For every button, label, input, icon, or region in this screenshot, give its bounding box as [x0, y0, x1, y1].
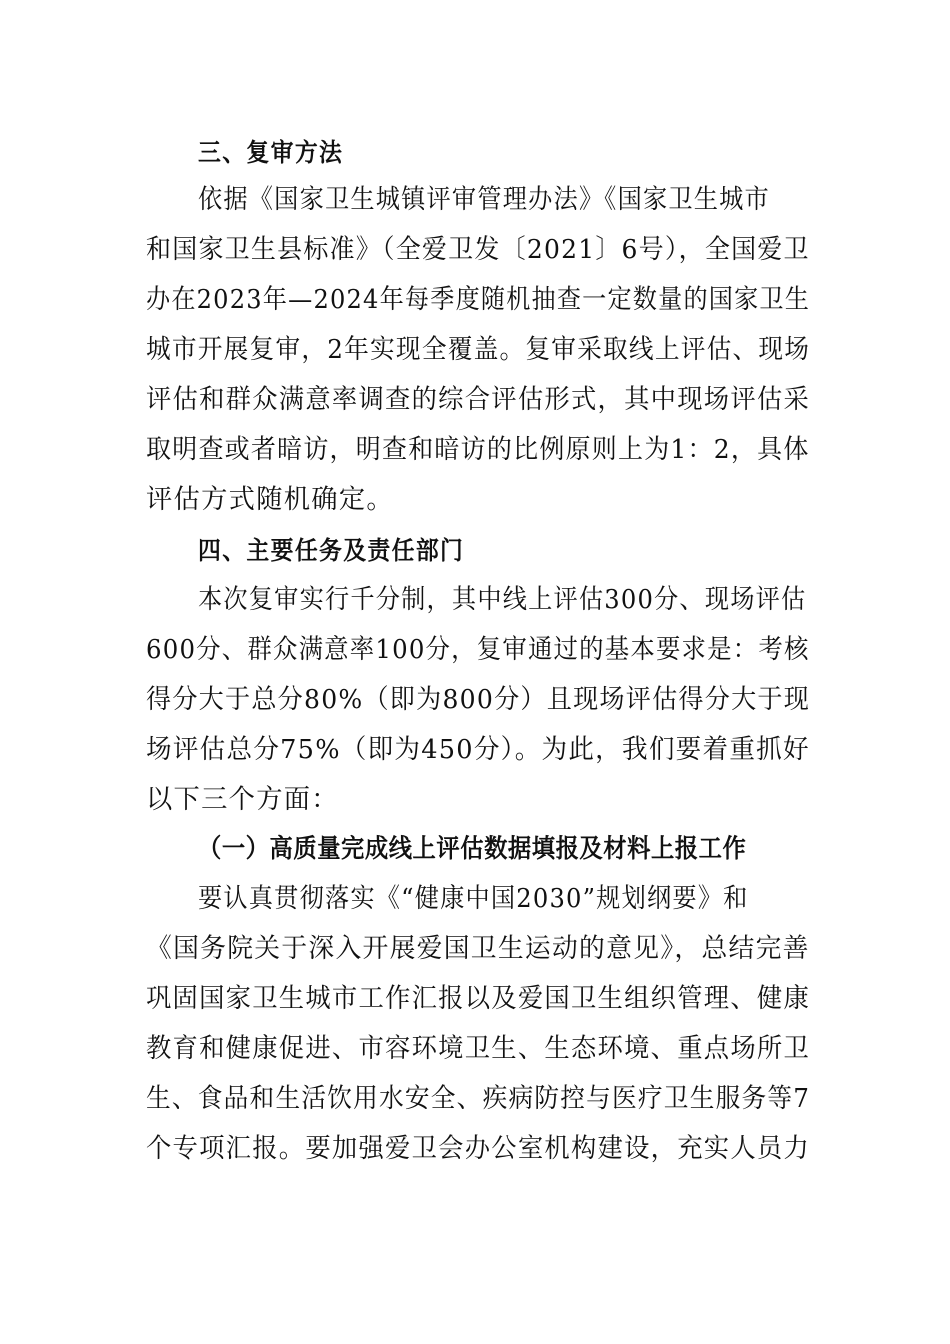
section-3-line-4: 城市开展复审，2年实现全覆盖。复审采取线上评估、现场 — [146, 334, 811, 365]
subsection-1-line-2: 《国务院关于深入开展爱国卫生运动的意见》，总结完善 — [146, 933, 810, 964]
section-3-line-2: 和国家卫生县标准》（全爱卫发〔2021〕6号），全国爱卫 — [146, 234, 810, 265]
section-3-line-6: 取明查或者暗访，明查和暗访的比例原则上为1：2，具体 — [146, 434, 810, 465]
section-4-line-2: 600分、群众满意率100分，复审通过的基本要求是：考核 — [146, 634, 810, 665]
section-4-line-3: 得分大于总分80%（即为800分）且现场评估得分大于现 — [146, 684, 811, 715]
section-3-line-5: 评估和群众满意率调查的综合评估形式，其中现场评估采 — [146, 384, 811, 415]
section-4-line-5: 以下三个方面： — [146, 784, 339, 815]
section-3-line-3: 办在2023年—2024年每季度随机抽查一定数量的国家卫生 — [146, 284, 811, 315]
subsection-1-line-1: 要认真贯彻落实《“健康中国2030”规划纲要》和 — [198, 883, 749, 914]
subsection-1-line-5: 生、食品和生活饮用水安全、疾病防控与医疗卫生服务等7 — [146, 1083, 811, 1114]
section-4-heading: 四、主要任务及责任部门 — [198, 536, 465, 565]
subsection-1-heading: （一）高质量完成线上评估数据填报及材料上报工作 — [198, 834, 747, 864]
section-3-line-1: 依据《国家卫生城镇评审管理办法》《国家卫生城市 — [198, 184, 770, 215]
section-4-line-1: 本次复审实行千分制，其中线上评估300分、现场评估 — [198, 584, 807, 615]
subsection-1-line-6: 个专项汇报。要加强爱卫会办公室机构建设，充实人员力 — [146, 1133, 811, 1164]
section-4-line-4: 场评估总分75%（即为450分）。为此，我们要着重抓好 — [146, 734, 810, 765]
subsection-1-line-3: 巩固国家卫生城市工作汇报以及爱国卫生组织管理、健康 — [146, 983, 811, 1014]
section-3-heading: 三、复审方法 — [198, 138, 344, 167]
section-3-line-7: 评估方式随机确定。 — [146, 484, 394, 515]
subsection-1-line-4: 教育和健康促进、市容环境卫生、生态环境、重点场所卫 — [146, 1033, 811, 1064]
